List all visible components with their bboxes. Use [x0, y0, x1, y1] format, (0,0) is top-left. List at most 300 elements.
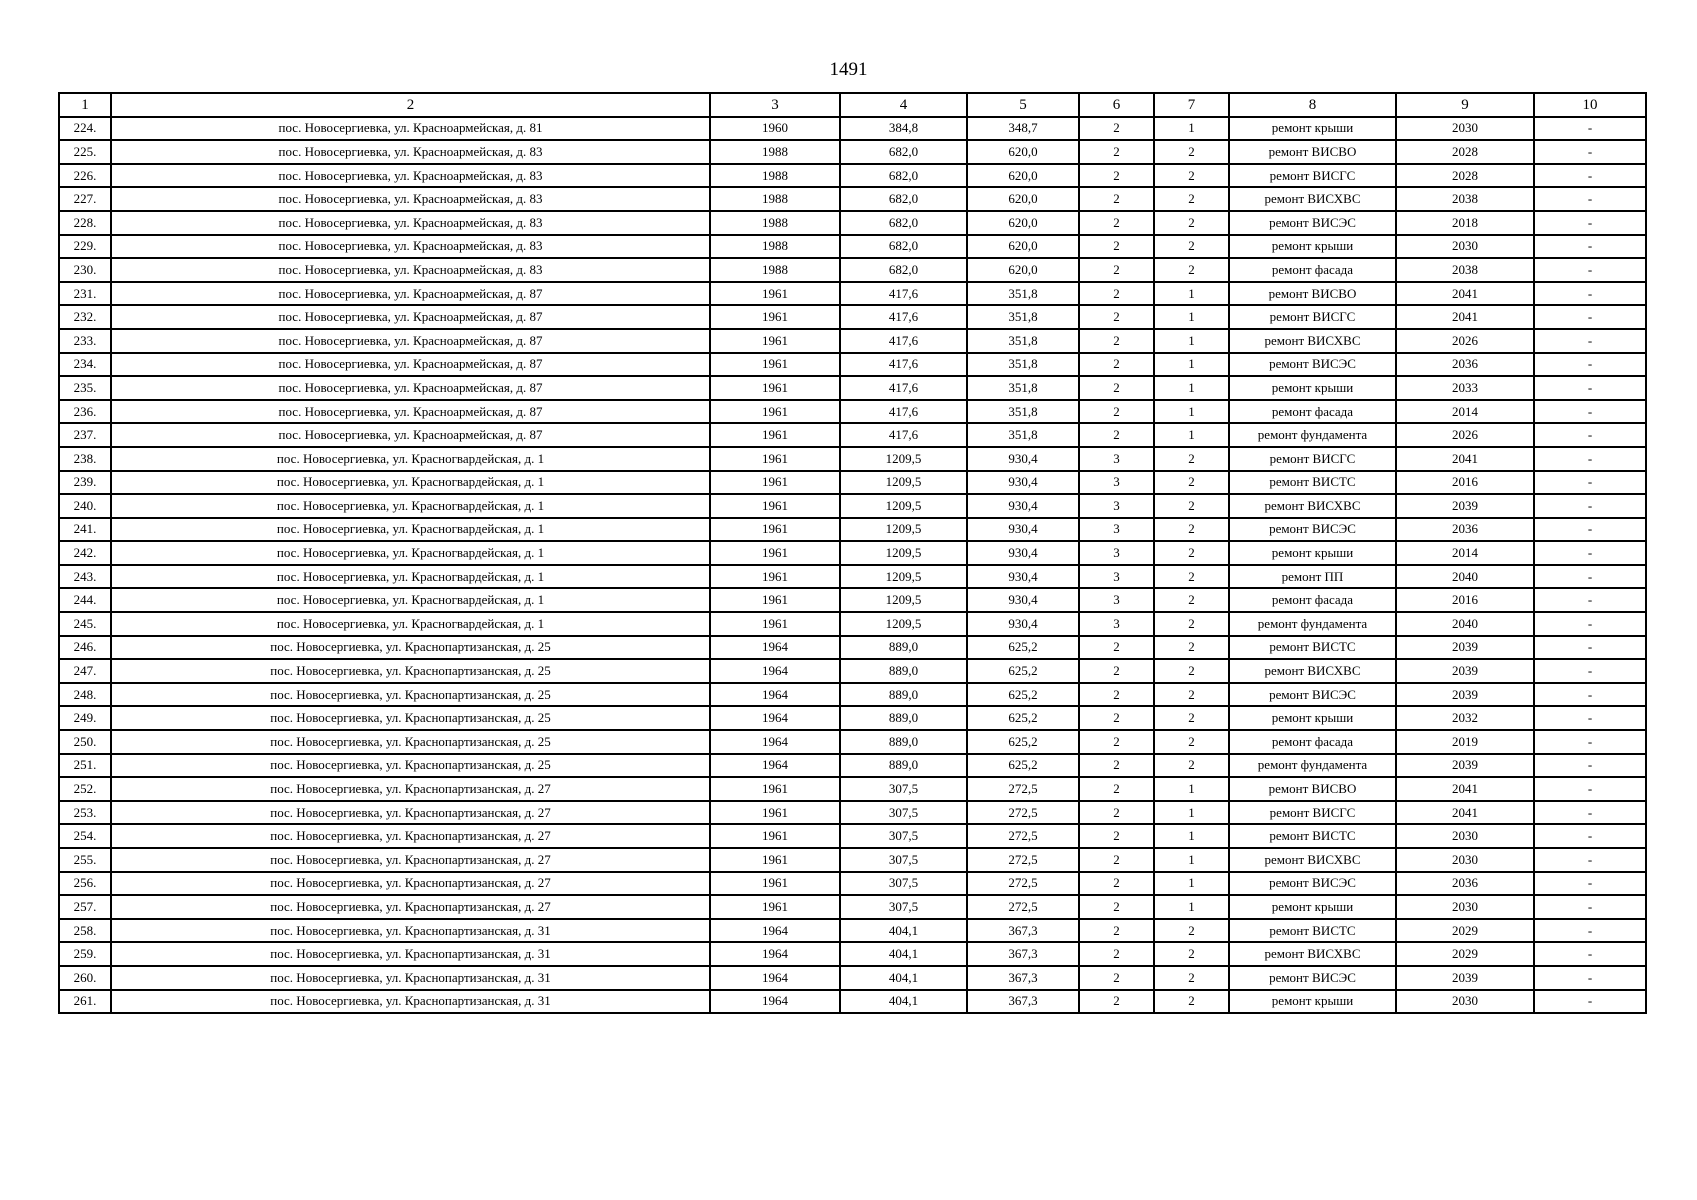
note-cell: - [1534, 683, 1646, 707]
total-area-cell: 307,5 [840, 895, 967, 919]
note-cell: - [1534, 659, 1646, 683]
address-cell: пос. Новосергиевка, ул. Краснопартизанская, д. 27 [111, 777, 710, 801]
work-type-cell: ремонт крыши [1229, 235, 1396, 259]
living-area-cell: 348,7 [967, 117, 1079, 141]
planned-year-cell: 2039 [1396, 494, 1534, 518]
address-cell: пос. Новосергиевка, ул. Краснопартизанская, д. 27 [111, 801, 710, 825]
row-number-cell: 226. [59, 164, 111, 188]
living-area-cell: 351,8 [967, 423, 1079, 447]
year-built-cell: 1964 [710, 683, 840, 707]
floors-cell: 2 [1079, 872, 1154, 896]
table-row [59, 235, 1646, 259]
work-type-cell: ремонт фундамента [1229, 423, 1396, 447]
address-cell: пос. Новосергиевка, ул. Краснопартизанская, д. 31 [111, 990, 710, 1014]
table-row [59, 966, 1646, 990]
floors-cell: 2 [1079, 777, 1154, 801]
column-header: 3 [710, 93, 840, 117]
year-built-cell: 1961 [710, 872, 840, 896]
living-area-cell: 367,3 [967, 990, 1079, 1014]
address-cell: пос. Новосергиевка, ул. Красноармейская, д. 83 [111, 235, 710, 259]
work-type-cell: ремонт ВИСГС [1229, 801, 1396, 825]
work-type-cell: ремонт фасада [1229, 730, 1396, 754]
address-cell: пос. Новосергиевка, ул. Красногвардейская, д. 1 [111, 494, 710, 518]
table-row [59, 588, 1646, 612]
living-area-cell: 625,2 [967, 754, 1079, 778]
row-number-cell: 261. [59, 990, 111, 1014]
work-type-cell: ремонт ВИСХВС [1229, 659, 1396, 683]
floors-cell: 2 [1079, 659, 1154, 683]
total-area-cell: 404,1 [840, 919, 967, 943]
living-area-cell: 272,5 [967, 848, 1079, 872]
planned-year-cell: 2039 [1396, 966, 1534, 990]
address-cell: пос. Новосергиевка, ул. Красноармейская, д. 87 [111, 376, 710, 400]
work-type-cell: ремонт ВИСГС [1229, 164, 1396, 188]
table-row [59, 942, 1646, 966]
living-area-cell: 620,0 [967, 258, 1079, 282]
planned-year-cell: 2014 [1396, 400, 1534, 424]
living-area-cell: 620,0 [967, 235, 1079, 259]
row-number-cell: 242. [59, 541, 111, 565]
planned-year-cell: 2030 [1396, 117, 1534, 141]
table-row [59, 400, 1646, 424]
year-built-cell: 1960 [710, 117, 840, 141]
address-cell: пос. Новосергиевка, ул. Красноармейская, д. 87 [111, 400, 710, 424]
living-area-cell: 351,8 [967, 329, 1079, 353]
living-area-cell: 351,8 [967, 282, 1079, 306]
note-cell: - [1534, 494, 1646, 518]
address-cell: пос. Новосергиевка, ул. Красноармейская, д. 83 [111, 187, 710, 211]
note-cell: - [1534, 730, 1646, 754]
entrances-cell: 2 [1154, 730, 1229, 754]
table-row [59, 258, 1646, 282]
address-cell: пос. Новосергиевка, ул. Красногвардейская, д. 1 [111, 518, 710, 542]
row-number-cell: 249. [59, 706, 111, 730]
floors-cell: 3 [1079, 447, 1154, 471]
work-type-cell: ремонт ВИСВО [1229, 282, 1396, 306]
total-area-cell: 1209,5 [840, 494, 967, 518]
floors-cell: 2 [1079, 164, 1154, 188]
year-built-cell: 1961 [710, 471, 840, 495]
floors-cell: 2 [1079, 683, 1154, 707]
row-number-cell: 233. [59, 329, 111, 353]
entrances-cell: 2 [1154, 942, 1229, 966]
living-area-cell: 367,3 [967, 966, 1079, 990]
table-row [59, 659, 1646, 683]
work-type-cell: ремонт ВИСХВС [1229, 848, 1396, 872]
living-area-cell: 930,4 [967, 612, 1079, 636]
total-area-cell: 682,0 [840, 211, 967, 235]
address-cell: пос. Новосергиевка, ул. Красногвардейская, д. 1 [111, 612, 710, 636]
total-area-cell: 1209,5 [840, 565, 967, 589]
address-cell: пос. Новосергиевка, ул. Красноармейская, д. 87 [111, 353, 710, 377]
total-area-cell: 682,0 [840, 187, 967, 211]
row-number-cell: 232. [59, 305, 111, 329]
year-built-cell: 1961 [710, 376, 840, 400]
living-area-cell: 272,5 [967, 872, 1079, 896]
floors-cell: 2 [1079, 376, 1154, 400]
column-header: 5 [967, 93, 1079, 117]
floors-cell: 3 [1079, 518, 1154, 542]
floors-cell: 2 [1079, 919, 1154, 943]
work-type-cell: ремонт крыши [1229, 541, 1396, 565]
table-row [59, 140, 1646, 164]
row-number-cell: 236. [59, 400, 111, 424]
row-number-cell: 247. [59, 659, 111, 683]
floors-cell: 2 [1079, 117, 1154, 141]
total-area-cell: 307,5 [840, 848, 967, 872]
year-built-cell: 1961 [710, 400, 840, 424]
note-cell: - [1534, 565, 1646, 589]
page-number: 1491 [829, 59, 868, 80]
row-number-cell: 258. [59, 919, 111, 943]
address-cell: пос. Новосергиевка, ул. Краснопартизанская, д. 25 [111, 706, 710, 730]
year-built-cell: 1961 [710, 612, 840, 636]
floors-cell: 2 [1079, 730, 1154, 754]
total-area-cell: 404,1 [840, 966, 967, 990]
floors-cell: 3 [1079, 612, 1154, 636]
living-area-cell: 930,4 [967, 471, 1079, 495]
total-area-cell: 404,1 [840, 942, 967, 966]
address-cell: пос. Новосергиевка, ул. Красногвардейская, д. 1 [111, 447, 710, 471]
row-number-cell: 237. [59, 423, 111, 447]
total-area-cell: 1209,5 [840, 518, 967, 542]
work-type-cell: ремонт ВИСТС [1229, 636, 1396, 660]
total-area-cell: 682,0 [840, 258, 967, 282]
planned-year-cell: 2026 [1396, 329, 1534, 353]
living-area-cell: 272,5 [967, 895, 1079, 919]
address-cell: пос. Новосергиевка, ул. Красноармейская, д. 83 [111, 258, 710, 282]
living-area-cell: 272,5 [967, 801, 1079, 825]
note-cell: - [1534, 305, 1646, 329]
table-row [59, 117, 1646, 141]
work-type-cell: ремонт ВИСГС [1229, 305, 1396, 329]
entrances-cell: 1 [1154, 895, 1229, 919]
planned-year-cell: 2016 [1396, 588, 1534, 612]
planned-year-cell: 2030 [1396, 824, 1534, 848]
row-number-cell: 246. [59, 636, 111, 660]
planned-year-cell: 2038 [1396, 187, 1534, 211]
column-number-row [59, 93, 1646, 117]
entrances-cell: 2 [1154, 140, 1229, 164]
note-cell: - [1534, 872, 1646, 896]
work-type-cell: ремонт фасада [1229, 258, 1396, 282]
work-type-cell: ремонт ПП [1229, 565, 1396, 589]
table-row [59, 329, 1646, 353]
living-area-cell: 930,4 [967, 588, 1079, 612]
row-number-cell: 241. [59, 518, 111, 542]
row-number-cell: 245. [59, 612, 111, 636]
year-built-cell: 1961 [710, 329, 840, 353]
note-cell: - [1534, 777, 1646, 801]
total-area-cell: 1209,5 [840, 471, 967, 495]
floors-cell: 3 [1079, 565, 1154, 589]
note-cell: - [1534, 282, 1646, 306]
entrances-cell: 2 [1154, 754, 1229, 778]
year-built-cell: 1961 [710, 848, 840, 872]
row-number-cell: 253. [59, 801, 111, 825]
work-type-cell: ремонт крыши [1229, 895, 1396, 919]
note-cell: - [1534, 258, 1646, 282]
table-row [59, 164, 1646, 188]
floors-cell: 2 [1079, 282, 1154, 306]
living-area-cell: 930,4 [967, 447, 1079, 471]
table-row [59, 990, 1646, 1014]
entrances-cell: 1 [1154, 117, 1229, 141]
row-number-cell: 231. [59, 282, 111, 306]
entrances-cell: 1 [1154, 824, 1229, 848]
planned-year-cell: 2039 [1396, 754, 1534, 778]
total-area-cell: 889,0 [840, 706, 967, 730]
row-number-cell: 260. [59, 966, 111, 990]
work-type-cell: ремонт ВИСВО [1229, 777, 1396, 801]
address-cell: пос. Новосергиевка, ул. Красноармейская, д. 81 [111, 117, 710, 141]
living-area-cell: 625,2 [967, 636, 1079, 660]
total-area-cell: 889,0 [840, 730, 967, 754]
work-type-cell: ремонт ВИСХВС [1229, 942, 1396, 966]
year-built-cell: 1964 [710, 730, 840, 754]
row-number-cell: 256. [59, 872, 111, 896]
entrances-cell: 2 [1154, 636, 1229, 660]
living-area-cell: 620,0 [967, 164, 1079, 188]
address-cell: пос. Новосергиевка, ул. Краснопартизанская, д. 25 [111, 636, 710, 660]
work-type-cell: ремонт крыши [1229, 117, 1396, 141]
floors-cell: 2 [1079, 305, 1154, 329]
table-row [59, 848, 1646, 872]
floors-cell: 2 [1079, 235, 1154, 259]
note-cell: - [1534, 471, 1646, 495]
floors-cell: 2 [1079, 848, 1154, 872]
work-type-cell: ремонт крыши [1229, 990, 1396, 1014]
entrances-cell: 1 [1154, 376, 1229, 400]
year-built-cell: 1988 [710, 164, 840, 188]
year-built-cell: 1961 [710, 801, 840, 825]
entrances-cell: 1 [1154, 777, 1229, 801]
floors-cell: 2 [1079, 942, 1154, 966]
note-cell: - [1534, 187, 1646, 211]
address-cell: пос. Новосергиевка, ул. Краснопартизанская, д. 25 [111, 659, 710, 683]
table-body [59, 117, 1646, 1014]
floors-cell: 2 [1079, 636, 1154, 660]
entrances-cell: 2 [1154, 612, 1229, 636]
row-number-cell: 224. [59, 117, 111, 141]
row-number-cell: 230. [59, 258, 111, 282]
entrances-cell: 1 [1154, 801, 1229, 825]
total-area-cell: 1209,5 [840, 447, 967, 471]
total-area-cell: 307,5 [840, 777, 967, 801]
column-header: 10 [1534, 93, 1646, 117]
row-number-cell: 228. [59, 211, 111, 235]
floors-cell: 2 [1079, 754, 1154, 778]
floors-cell: 3 [1079, 588, 1154, 612]
year-built-cell: 1988 [710, 211, 840, 235]
row-number-cell: 235. [59, 376, 111, 400]
row-number-cell: 259. [59, 942, 111, 966]
row-number-cell: 238. [59, 447, 111, 471]
note-cell: - [1534, 117, 1646, 141]
note-cell: - [1534, 447, 1646, 471]
floors-cell: 2 [1079, 329, 1154, 353]
floors-cell: 3 [1079, 541, 1154, 565]
table-row [59, 801, 1646, 825]
year-built-cell: 1964 [710, 919, 840, 943]
living-area-cell: 272,5 [967, 777, 1079, 801]
floors-cell: 2 [1079, 353, 1154, 377]
planned-year-cell: 2026 [1396, 423, 1534, 447]
note-cell: - [1534, 706, 1646, 730]
planned-year-cell: 2033 [1396, 376, 1534, 400]
entrances-cell: 2 [1154, 211, 1229, 235]
address-cell: пос. Новосергиевка, ул. Красногвардейская, д. 1 [111, 588, 710, 612]
year-built-cell: 1988 [710, 235, 840, 259]
column-header: 8 [1229, 93, 1396, 117]
table-row [59, 824, 1646, 848]
note-cell: - [1534, 942, 1646, 966]
table-row [59, 612, 1646, 636]
table-row [59, 376, 1646, 400]
entrances-cell: 1 [1154, 329, 1229, 353]
entrances-cell: 1 [1154, 848, 1229, 872]
living-area-cell: 620,0 [967, 211, 1079, 235]
table-row [59, 494, 1646, 518]
planned-year-cell: 2036 [1396, 872, 1534, 896]
work-type-cell: ремонт ВИСХВС [1229, 187, 1396, 211]
note-cell: - [1534, 140, 1646, 164]
table-row [59, 305, 1646, 329]
year-built-cell: 1964 [710, 636, 840, 660]
planned-year-cell: 2039 [1396, 659, 1534, 683]
total-area-cell: 417,6 [840, 400, 967, 424]
column-header: 4 [840, 93, 967, 117]
living-area-cell: 351,8 [967, 376, 1079, 400]
year-built-cell: 1964 [710, 754, 840, 778]
table-row [59, 565, 1646, 589]
year-built-cell: 1988 [710, 187, 840, 211]
work-type-cell: ремонт ВИСВО [1229, 140, 1396, 164]
year-built-cell: 1961 [710, 423, 840, 447]
planned-year-cell: 2028 [1396, 164, 1534, 188]
entrances-cell: 2 [1154, 447, 1229, 471]
planned-year-cell: 2032 [1396, 706, 1534, 730]
entrances-cell: 2 [1154, 659, 1229, 683]
total-area-cell: 1209,5 [840, 612, 967, 636]
planned-year-cell: 2039 [1396, 636, 1534, 660]
planned-year-cell: 2041 [1396, 447, 1534, 471]
floors-cell: 2 [1079, 423, 1154, 447]
total-area-cell: 1209,5 [840, 541, 967, 565]
address-cell: пос. Новосергиевка, ул. Красноармейская, д. 87 [111, 305, 710, 329]
note-cell: - [1534, 895, 1646, 919]
entrances-cell: 2 [1154, 565, 1229, 589]
row-number-cell: 251. [59, 754, 111, 778]
note-cell: - [1534, 588, 1646, 612]
table-row [59, 706, 1646, 730]
work-type-cell: ремонт ВИСЭС [1229, 683, 1396, 707]
address-cell: пос. Новосергиевка, ул. Красноармейская, д. 83 [111, 140, 710, 164]
planned-year-cell: 2016 [1396, 471, 1534, 495]
repair-schedule-table [58, 92, 1647, 1014]
note-cell: - [1534, 801, 1646, 825]
address-cell: пос. Новосергиевка, ул. Красноармейская, д. 87 [111, 282, 710, 306]
total-area-cell: 384,8 [840, 117, 967, 141]
living-area-cell: 930,4 [967, 518, 1079, 542]
floors-cell: 2 [1079, 706, 1154, 730]
year-built-cell: 1961 [710, 282, 840, 306]
living-area-cell: 625,2 [967, 659, 1079, 683]
table-row [59, 471, 1646, 495]
column-header: 7 [1154, 93, 1229, 117]
year-built-cell: 1964 [710, 706, 840, 730]
row-number-cell: 252. [59, 777, 111, 801]
living-area-cell: 272,5 [967, 824, 1079, 848]
total-area-cell: 417,6 [840, 353, 967, 377]
work-type-cell: ремонт ВИСТС [1229, 471, 1396, 495]
year-built-cell: 1961 [710, 541, 840, 565]
row-number-cell: 225. [59, 140, 111, 164]
table-row [59, 541, 1646, 565]
entrances-cell: 2 [1154, 990, 1229, 1014]
planned-year-cell: 2030 [1396, 848, 1534, 872]
entrances-cell: 1 [1154, 282, 1229, 306]
year-built-cell: 1961 [710, 588, 840, 612]
year-built-cell: 1988 [710, 140, 840, 164]
row-number-cell: 227. [59, 187, 111, 211]
entrances-cell: 2 [1154, 235, 1229, 259]
year-built-cell: 1961 [710, 494, 840, 518]
year-built-cell: 1961 [710, 518, 840, 542]
entrances-cell: 1 [1154, 353, 1229, 377]
work-type-cell: ремонт крыши [1229, 376, 1396, 400]
living-area-cell: 351,8 [967, 400, 1079, 424]
year-built-cell: 1961 [710, 777, 840, 801]
floors-cell: 2 [1079, 990, 1154, 1014]
address-cell: пос. Новосергиевка, ул. Красногвардейская, д. 1 [111, 541, 710, 565]
work-type-cell: ремонт фундамента [1229, 754, 1396, 778]
year-built-cell: 1961 [710, 895, 840, 919]
note-cell: - [1534, 211, 1646, 235]
address-cell: пос. Новосергиевка, ул. Краснопартизанская, д. 31 [111, 919, 710, 943]
living-area-cell: 351,8 [967, 305, 1079, 329]
planned-year-cell: 2029 [1396, 919, 1534, 943]
note-cell: - [1534, 848, 1646, 872]
note-cell: - [1534, 423, 1646, 447]
work-type-cell: ремонт ВИСГС [1229, 447, 1396, 471]
total-area-cell: 417,6 [840, 329, 967, 353]
total-area-cell: 682,0 [840, 164, 967, 188]
entrances-cell: 2 [1154, 164, 1229, 188]
row-number-cell: 240. [59, 494, 111, 518]
row-number-cell: 234. [59, 353, 111, 377]
table-row [59, 777, 1646, 801]
total-area-cell: 417,6 [840, 305, 967, 329]
address-cell: пос. Новосергиевка, ул. Краснопартизанская, д. 25 [111, 683, 710, 707]
address-cell: пос. Новосергиевка, ул. Краснопартизанская, д. 27 [111, 895, 710, 919]
table-row [59, 872, 1646, 896]
row-number-cell: 248. [59, 683, 111, 707]
address-cell: пос. Новосергиевка, ул. Краснопартизанская, д. 31 [111, 966, 710, 990]
planned-year-cell: 2030 [1396, 895, 1534, 919]
table-row [59, 895, 1646, 919]
living-area-cell: 367,3 [967, 919, 1079, 943]
row-number-cell: 239. [59, 471, 111, 495]
note-cell: - [1534, 376, 1646, 400]
entrances-cell: 2 [1154, 588, 1229, 612]
table-row [59, 730, 1646, 754]
entrances-cell: 2 [1154, 706, 1229, 730]
year-built-cell: 1964 [710, 942, 840, 966]
floors-cell: 2 [1079, 400, 1154, 424]
planned-year-cell: 2041 [1396, 777, 1534, 801]
work-type-cell: ремонт ВИСЭС [1229, 211, 1396, 235]
